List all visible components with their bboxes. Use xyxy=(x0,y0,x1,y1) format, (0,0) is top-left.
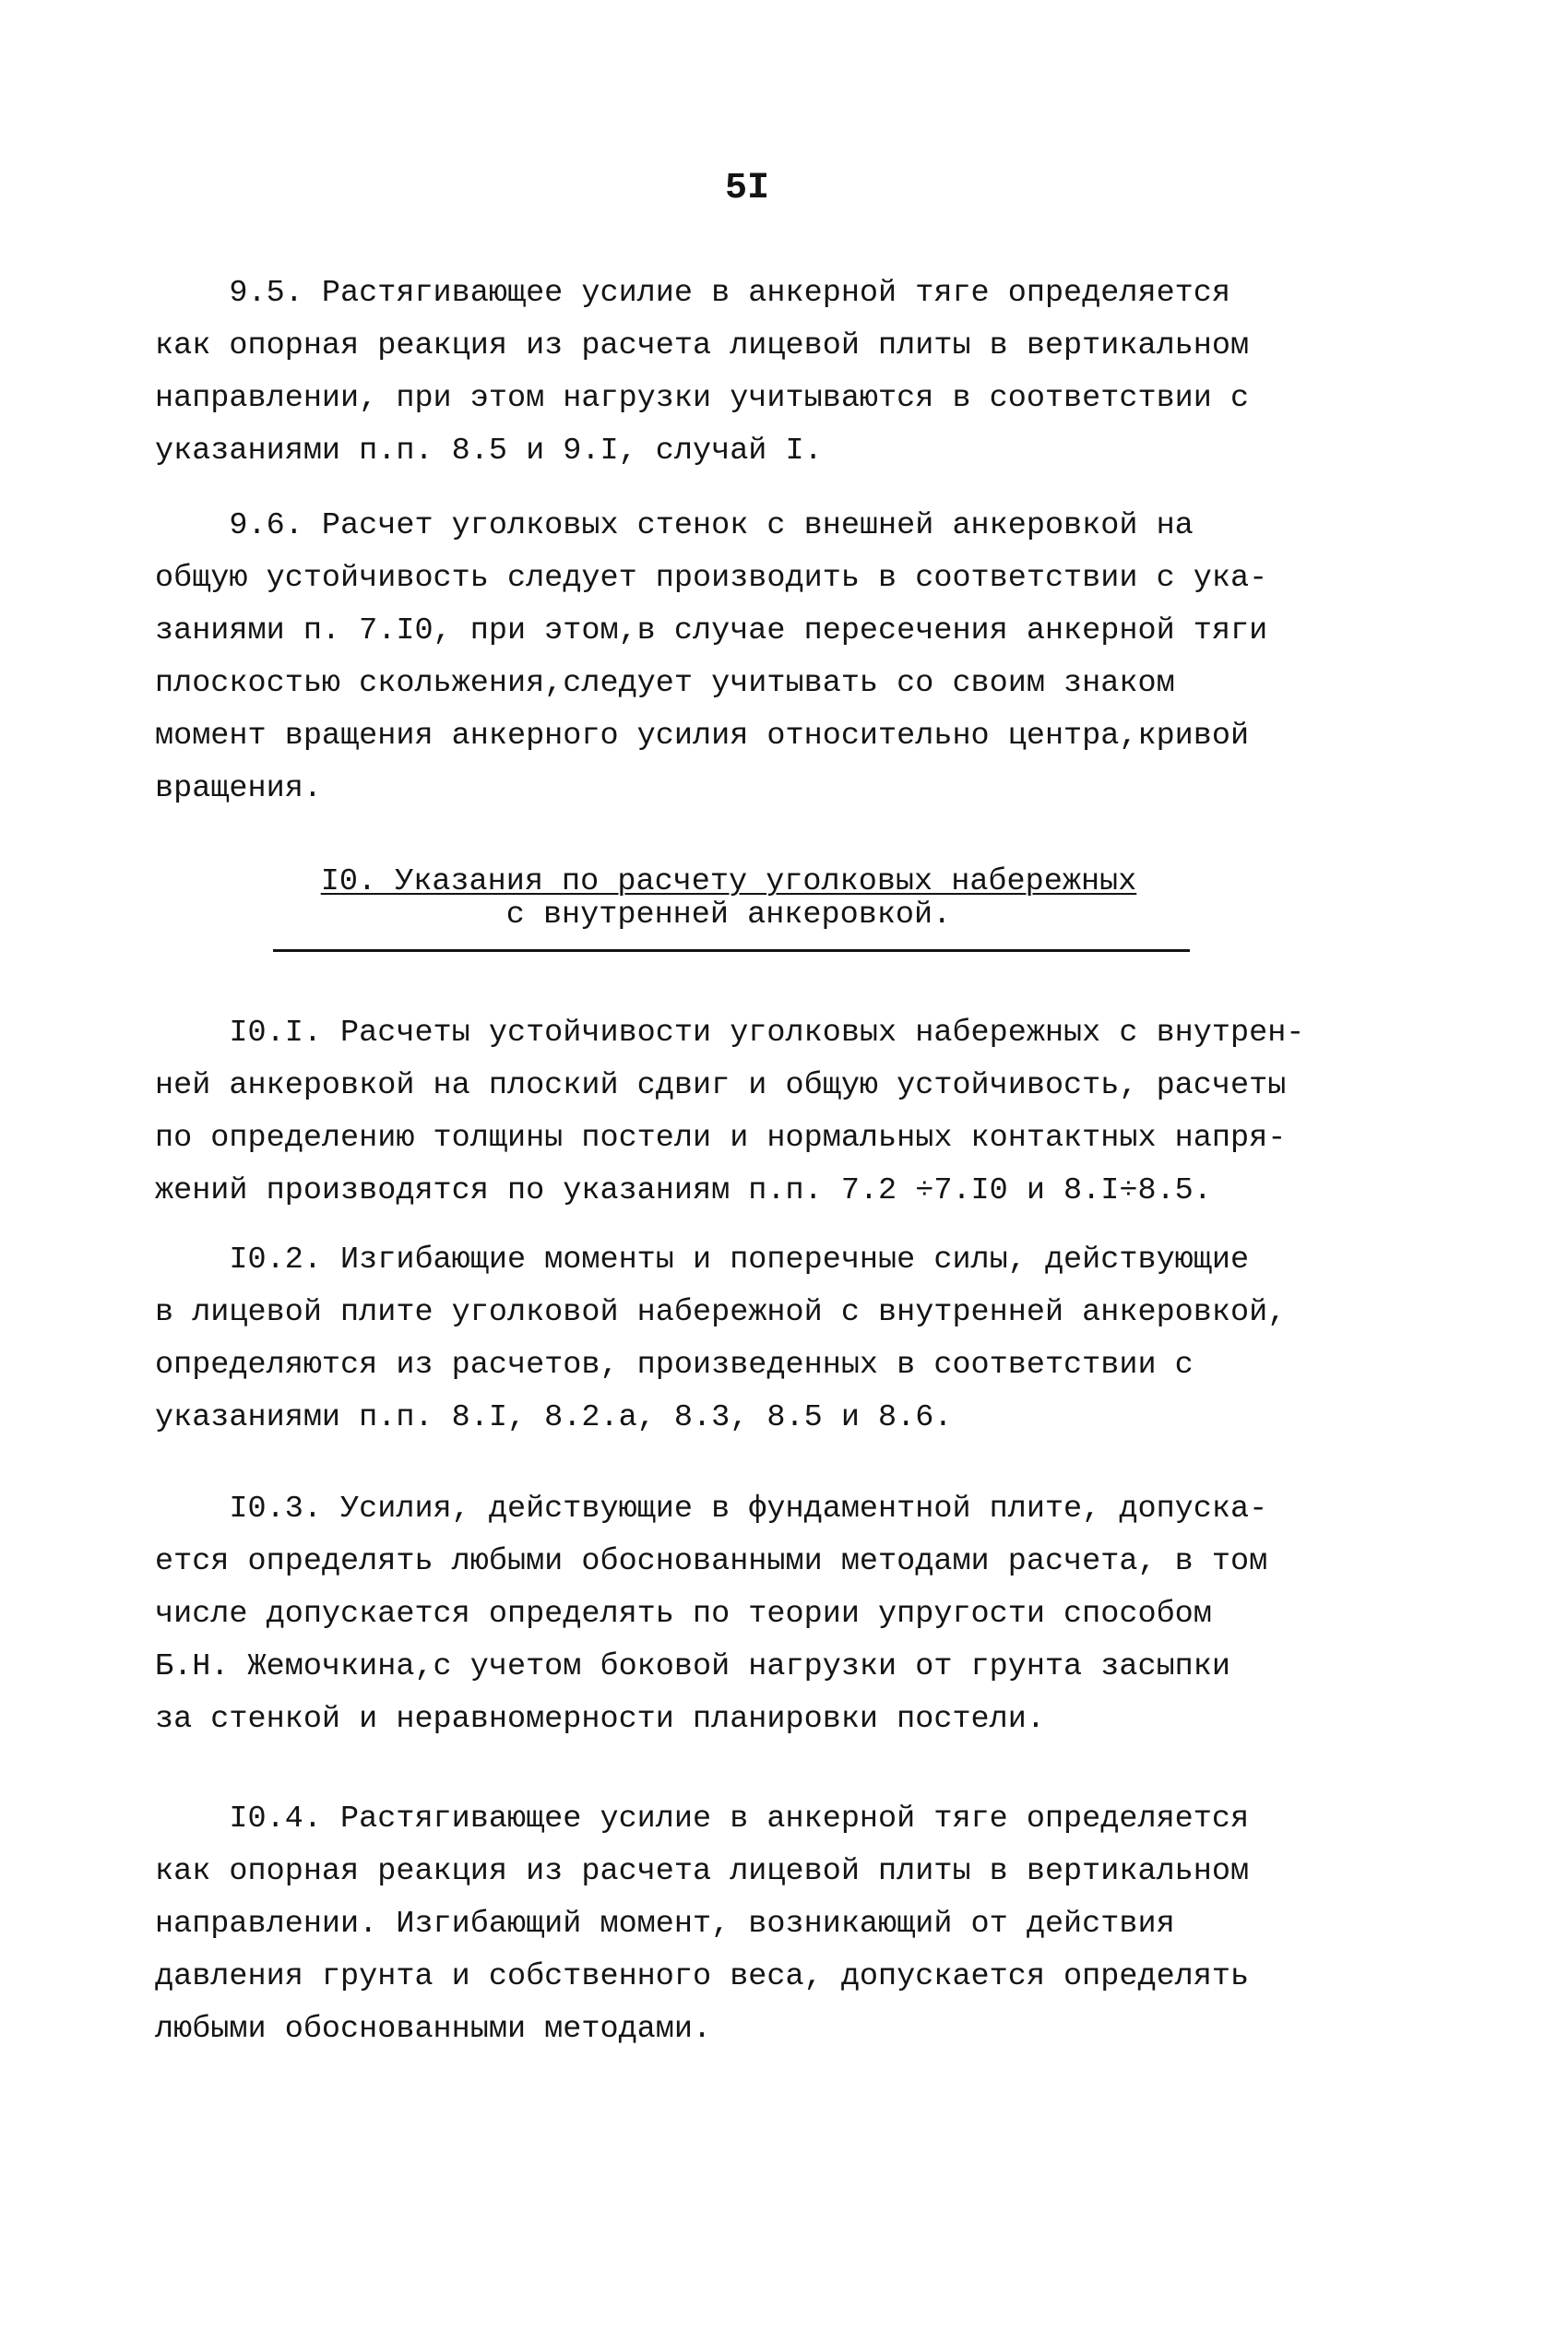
text-line: I0.4. Растягивающее усилие в анкерной тяге определяется xyxy=(155,1802,1250,1837)
text-line: как опорная реакция из расчета лицевой плиты в вертикальном xyxy=(155,328,1250,363)
page-number: 5I xyxy=(724,168,769,209)
paragraph-10-3 xyxy=(155,1483,1465,1746)
text-line: плоскостью скольжения,следует учитывать со своим знаком xyxy=(155,666,1175,701)
text-line: заниями п. 7.I0, при этом,в случае пересечения анкерной тяги xyxy=(155,613,1268,648)
text-line: направлении. Изгибающий момент, возникающий от действия xyxy=(155,1907,1175,1942)
text-line: Б.Н. Жемочкина,с учетом боковой нагрузки от грунта засыпки xyxy=(155,1649,1230,1684)
paragraph-9-6 xyxy=(155,500,1465,815)
text-line: 9.6. Расчет уголковых стенок с внешней анкеровкой на xyxy=(155,508,1194,543)
text-line: ней анкеровкой на плоский сдвиг и общую устойчивость, расчеты xyxy=(155,1068,1287,1103)
text-line: вращения. xyxy=(155,771,322,806)
text-line: момент вращения анкерного усилия относительно центра,кривой xyxy=(155,719,1250,754)
section-heading-line-1: I0. Указания по расчету уголковых набережных xyxy=(320,864,1137,899)
text-line: I0.I. Расчеты устойчивости уголковых набережных с внутрен- xyxy=(155,1016,1305,1051)
paragraph-10-2 xyxy=(155,1234,1465,1445)
text-line: числе допускается определять по теории упругости способом xyxy=(155,1597,1212,1632)
text-line: 9.5. Растягивающее усилие в анкерной тяге определяется xyxy=(155,276,1230,311)
text-line: определяются из расчетов, произведенных в соответствии с xyxy=(155,1348,1194,1383)
text-line: давления грунта и собственного веса, допускается определять xyxy=(155,1959,1250,1994)
text-line: по определению толщины постели и нормальных контактных напря- xyxy=(155,1121,1287,1156)
section-heading-line-2: с внутренней анкеровкой. xyxy=(505,898,952,933)
text-line: указаниями п.п. 8.5 и 9.I, случай I. xyxy=(155,434,823,469)
heading-underline-rule xyxy=(273,949,1190,952)
paragraph-10-1 xyxy=(155,1007,1465,1218)
text-line: любыми обоснованными методами. xyxy=(155,2012,712,2047)
text-line: направлении, при этом нагрузки учитываются в соответствии с xyxy=(155,381,1250,416)
text-line: ется определять любыми обоснованными методами расчета, в том xyxy=(155,1544,1268,1579)
text-line: как опорная реакция из расчета лицевой плиты в вертикальном xyxy=(155,1854,1250,1889)
text-line: жений производятся по указаниям п.п. 7.2 ÷7.I0 и 8.I÷8.5. xyxy=(155,1173,1212,1208)
text-line: за стенкой и неравномерности планировки постели. xyxy=(155,1702,1045,1737)
text-line: указаниями п.п. 8.I, 8.2.а, 8.3, 8.5 и 8.6. xyxy=(155,1400,953,1435)
text-line: I0.3. Усилия, действующие в фундаментной плите, допуска- xyxy=(155,1492,1268,1527)
paragraph-9-5 xyxy=(155,268,1465,478)
text-line: общую устойчивость следует производить в соответствии с ука- xyxy=(155,561,1268,596)
text-line: в лицевой плите уголковой набережной с внутренней анкеровкой, xyxy=(155,1295,1287,1330)
text-line: I0.2. Изгибающие моменты и поперечные силы, действующие xyxy=(155,1243,1250,1278)
paragraph-10-4 xyxy=(155,1793,1465,2056)
section-heading xyxy=(258,865,1199,932)
